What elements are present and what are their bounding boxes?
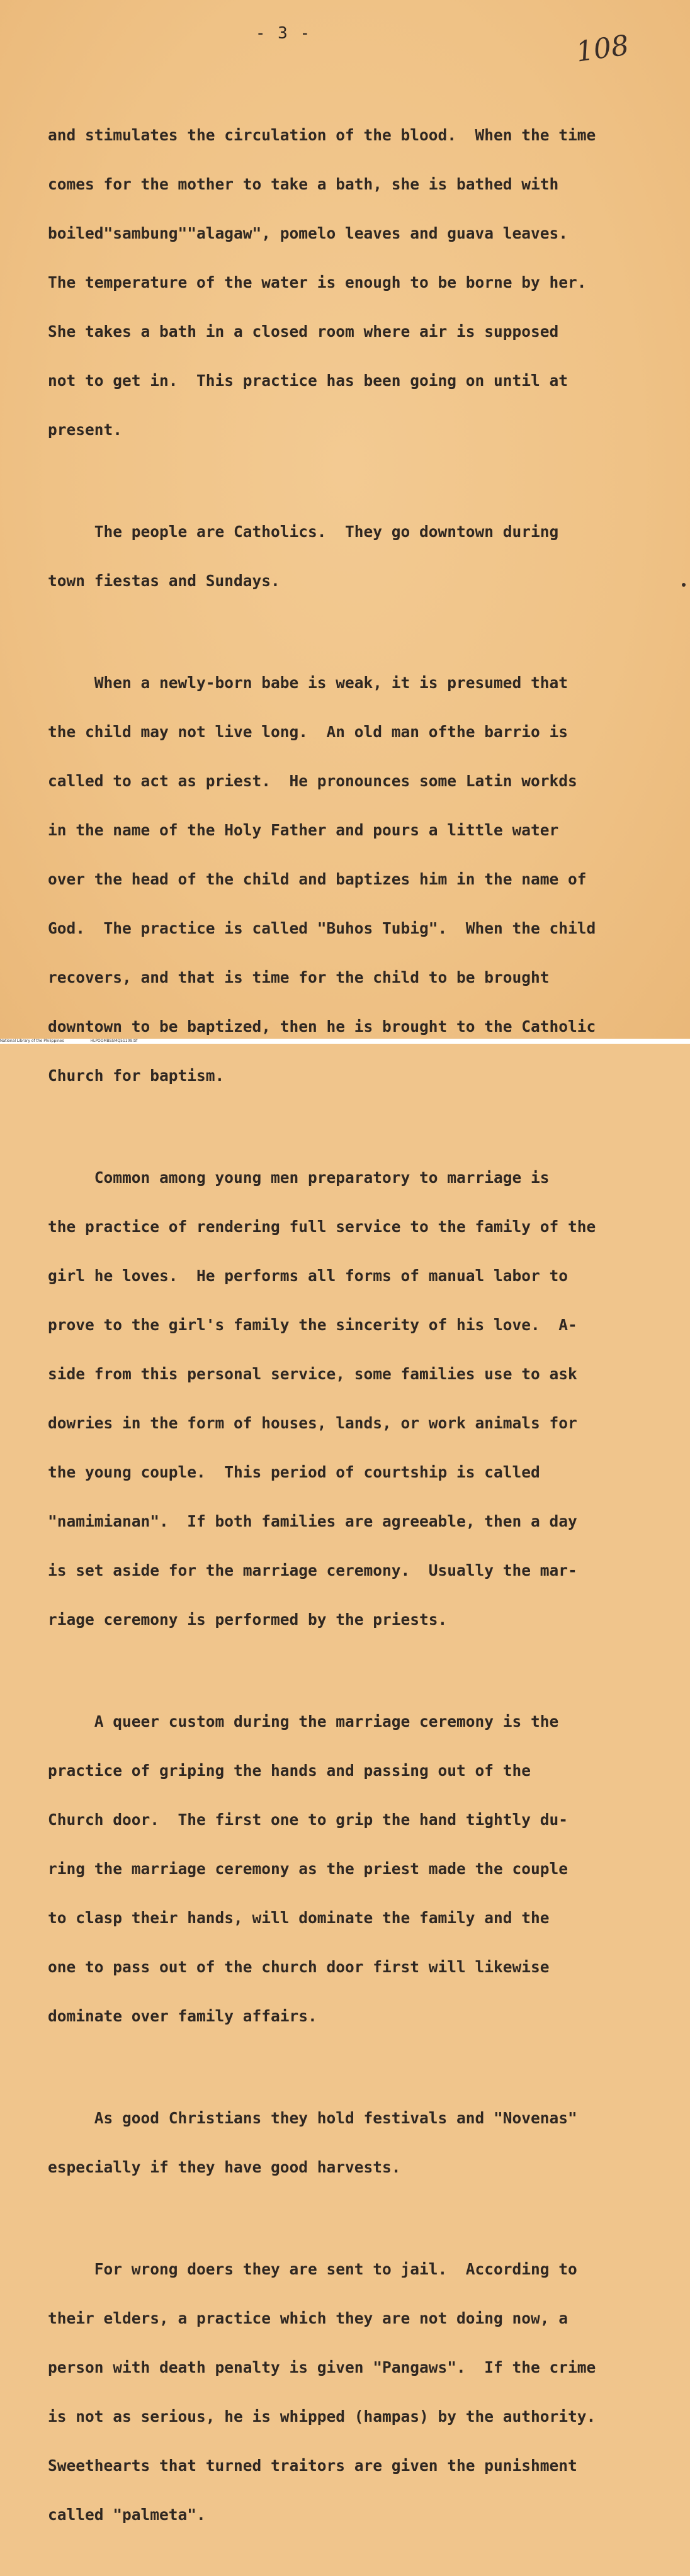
paragraph (48, 491, 646, 622)
text-line: The temperature of the water is enough to be borne by her. (48, 273, 587, 291)
text-line: is set aside for the marriage ceremony. Usually the mar- (48, 1561, 577, 1579)
text-line: dominate over family affairs. (48, 2007, 317, 2025)
text-line: riage ceremony is performed by the priests. (48, 1610, 448, 1629)
text-line: town fiestas and Sundays. (48, 572, 280, 590)
text-line: person with death penalty is given "Pangaws". If the crime (48, 2358, 596, 2376)
text-line: practice of griping the hands and passing out of the (48, 1761, 531, 1780)
text-line: one to pass out of the church door first will likewise (48, 1958, 550, 1976)
paragraph (48, 2077, 646, 2208)
text-line: dowries in the form of houses, lands, or work animals for (48, 1414, 577, 1432)
text-line: the young couple. This period of courtship is called (48, 1463, 540, 1481)
text-line: comes for the mother to take a bath, she is bathed with (48, 175, 559, 193)
text-line: boiled"sambung""alagaw", pomelo leaves and guava leaves. (48, 224, 568, 242)
text-line: called "palmeta". (48, 2505, 206, 2524)
text-line: Church for baptism. (48, 1066, 225, 1085)
text-line: Church door. The first one to grip the hand tightly du- (48, 1811, 568, 1829)
document-body (48, 94, 646, 2576)
text-line: girl he loves. He performs all forms of manual labor to (48, 1267, 568, 1285)
text-line: God. The practice is called "Buhos Tubig". When the child (48, 919, 596, 937)
text-line: their elders, a practice which they are not doing now, a (48, 2309, 568, 2327)
text-line: As good Christians they hold festivals and "Novenas" (48, 2109, 577, 2127)
text-line: She takes a bath in a closed room where air is supposed (48, 322, 559, 341)
text-line: especially if they have good harvests. (48, 2158, 401, 2176)
text-line: recovers, and that is time for the child to be brought (48, 968, 550, 986)
paragraph (48, 1137, 646, 1661)
text-line: not to get in. This practice has been going on until at (48, 371, 568, 390)
paragraph (48, 642, 646, 1117)
text-line: the child may not live long. An old man ofthe barrio is (48, 723, 568, 741)
text-line: called to act as priest. He pronounces some Latin workds (48, 772, 577, 790)
text-line: is not as serious, he is whipped (hampas) by the authority. (48, 2407, 596, 2426)
paragraph (48, 2229, 646, 2556)
paragraph (48, 1681, 646, 2057)
footer-institution: National Library of the Philippines (0, 1039, 64, 1043)
text-line: ring the marriage ceremony as the priest made the couple (48, 1860, 568, 1878)
text-line: Common among young men preparatory to marriage is (48, 1168, 550, 1187)
text-line: When a newly-born babe is weak, it is presumed that (48, 674, 568, 692)
text-line: "namimianan". If both families are agreeable, then a day (48, 1512, 577, 1530)
text-line: present. (48, 421, 123, 439)
text-line: The people are Catholics. They go downtown during (48, 523, 559, 541)
text-line: the practice of rendering full service to the family of the (48, 1217, 596, 1236)
scan-footer (0, 1039, 690, 1044)
text-line: Sweethearts that turned traitors are given the punishment (48, 2456, 577, 2475)
text-line: and stimulates the circulation of the blood. When the time (48, 126, 596, 144)
footer-file-id: HLPOOMBSSMQ51109.tif (90, 1039, 138, 1043)
ink-speck (682, 583, 686, 587)
text-line: over the head of the child and baptizes him in the name of (48, 870, 587, 888)
handwritten-folio-number: 108 (574, 29, 631, 69)
text-line: prove to the girl's family the sincerity of his love. A- (48, 1316, 577, 1334)
text-line: in the name of the Holy Father and pours a little water (48, 821, 559, 839)
text-line: For wrong doers they are sent to jail. According to (48, 2260, 577, 2278)
paragraph (48, 94, 646, 471)
page-number: - 3 - (255, 24, 312, 43)
text-line: to clasp their hands, will dominate the family and the (48, 1909, 550, 1927)
text-line: side from this personal service, some families use to ask (48, 1365, 577, 1383)
text-line: downtown to be baptized, then he is brought to the Catholic (48, 1017, 596, 1036)
text-line: A queer custom during the marriage ceremony is the (48, 1712, 559, 1731)
